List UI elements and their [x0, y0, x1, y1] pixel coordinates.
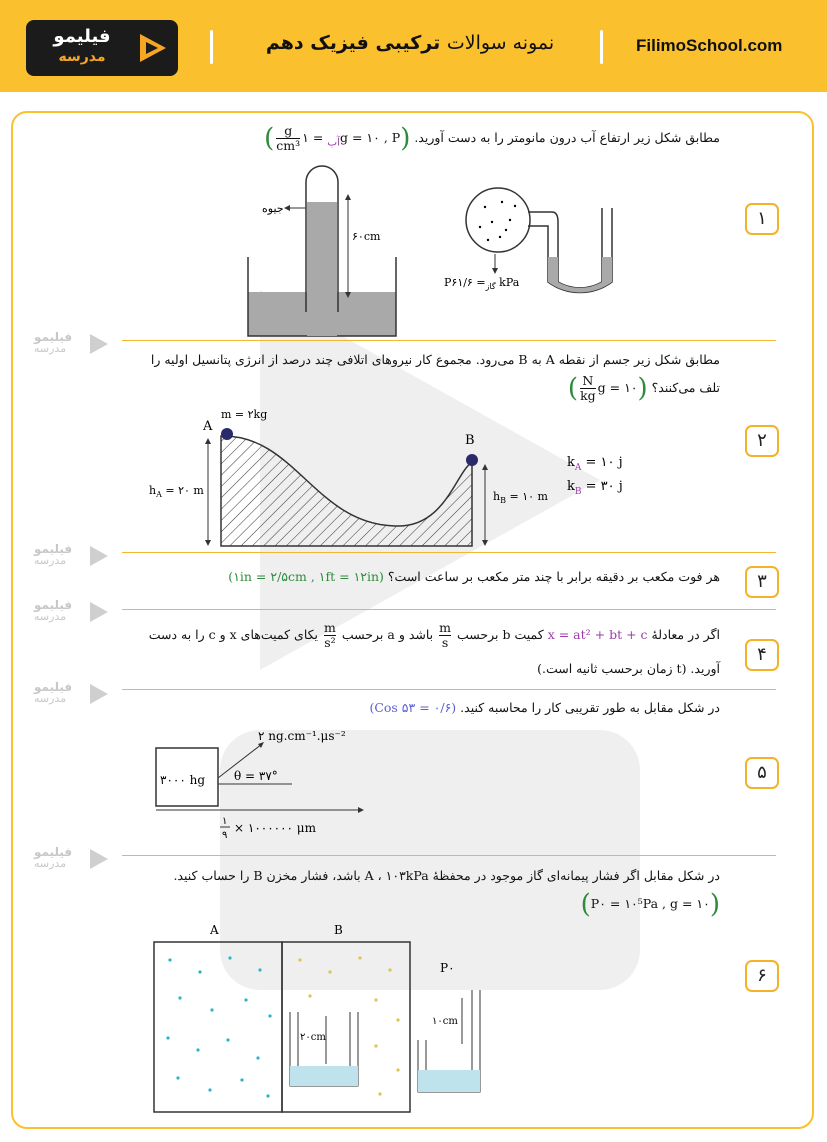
title-light: نمونه سوالات: [446, 32, 555, 54]
svg-text:۲ ng.cm⁻¹.μs⁻²: ۲ ng.cm⁻¹.μs⁻²: [258, 729, 346, 743]
question-5-figure: [150, 722, 410, 848]
svg-text:θ = ۳۷°: θ = ۳۷°: [234, 769, 278, 783]
svg-text:A: A: [210, 923, 219, 937]
question-6-figure: [150, 920, 490, 1116]
side-watermark-logo: فیلیمو مدرسه: [34, 598, 114, 626]
svg-text:kA = ۱۰ j: $k_A$ = ۱۰ j: [567, 455, 623, 473]
svg-text:۱۰cm: ۱۰cm: [432, 1016, 458, 1027]
svg-text:hB = ۱۰ m: $h_B$ = ۱۰ m: [493, 490, 548, 505]
question-4-text: اگر در معادلهٔ x = at² + bt + c کمیت b برحسب $\frac{m}{s}$ باشد و a برحسب $\frac{m}{\text{s²}}$ یکای کمیت‌های x و c را به دست آورید. (t زمان برحسب ثانیه است.): [148, 620, 720, 676]
svg-text:kB = ۳۰ j: $k_B$ = ۳۰ j: [567, 479, 623, 497]
page-title: [230, 32, 590, 54]
svg-text:A: A: [203, 419, 213, 434]
play-icon: [136, 30, 170, 66]
svg-text:m = ۲kg: m = ۲kg: [221, 408, 268, 421]
question-1-text: مطابق شکل زیر ارتفاع آب درون مانومتر را به دست آورید. (g = ۱۰ , $P_{آب}$ = ۱ $\frac{g}{\text{cm³}}$ ): [264, 123, 720, 154]
svg-text:× ۱۰۰۰۰۰۰ μm: × ۱۰۰۰۰۰۰ μm: [234, 821, 316, 835]
header-bar: [0, 0, 827, 92]
title-bold: ترکیبی فیزیک دهم: [265, 32, 441, 54]
logo-line1: فیلیمو: [53, 26, 111, 47]
question-6-text: در شکل مقابل اگر فشار پیمانه‌ای گاز موجود در محفظهٔ A ، ۱۰۳kPa باشد، فشار مخزن B را حساب کنید. (P۰ = ۱۰⁵Pa , g = ۱۰): [173, 868, 720, 920]
svg-text:۲۰cm: ۲۰cm: [300, 1032, 326, 1043]
side-watermark-logo: فیلیمو مدرسه: [34, 845, 114, 873]
logo-line2: مدرسه: [58, 49, 106, 65]
svg-text:P۰: P۰: [440, 961, 455, 975]
play-icon: [88, 682, 110, 706]
question-divider: [122, 689, 776, 690]
play-icon: [88, 332, 110, 356]
svg-text:۶۰cm: ۶۰cm: [352, 230, 381, 243]
question-number: ۳: [745, 566, 779, 598]
svg-text:B: B: [334, 923, 343, 937]
side-watermark-logo: فیلیمو مدرسه: [34, 680, 114, 708]
question-number: ۱: [745, 203, 779, 235]
question-divider: [122, 552, 776, 553]
question-divider: [122, 855, 776, 856]
side-watermark-logo: فیلیمو مدرسه: [34, 542, 114, 570]
svg-text:Pگاز= ۶۱/۶ kPa: P $_{گاز}$= ۶۱/۶ kPa: [444, 276, 520, 291]
svg-text:جیوه: جیوه: [262, 202, 284, 215]
svg-text:B: B: [465, 433, 475, 448]
question-divider: [122, 609, 776, 610]
question-2-figure: [145, 404, 645, 550]
play-icon: [88, 600, 110, 624]
svg-text:۱: ۱: [222, 816, 228, 827]
question-number: ۲: [745, 425, 779, 457]
question-1-figure: [240, 162, 640, 338]
question-number: ۵: [745, 757, 779, 789]
svg-text:۳۰۰۰ hg: ۳۰۰۰ hg: [160, 773, 206, 787]
play-icon: [88, 544, 110, 568]
header-separator: [600, 30, 603, 64]
filimo-school-logo[interactable]: [26, 20, 178, 76]
site-link[interactable]: FilimoSchool.com: [636, 36, 783, 55]
question-divider: [122, 340, 776, 341]
question-3-text: هر فوت مکعب بر دقیقه برابر با چند متر مکعب بر ساعت است؟ (۱in = ۲/۵cm , ۱ft = ۱۲in): [228, 569, 720, 584]
svg-text:۹: ۹: [222, 830, 228, 841]
question-5-text: در شکل مقابل به طور تقریبی کار را محاسبه کنید. (Cos ۵۳ = ۰/۶): [369, 700, 720, 715]
question-number: ۶: [745, 960, 779, 992]
play-icon: [88, 847, 110, 871]
question-number: ۴: [745, 639, 779, 671]
svg-text:hA = ۲۰ m: $h_A$ = ۲۰ m: [149, 484, 204, 499]
question-2-text: مطابق شکل زیر جسم از نقطه A به B می‌رود. مجموع کار نیروهای اتلافی چند درصد از انرژی پتانسیل اولیه را تلف می‌کنند؟ (g = ۱۰ $\frac{N}{kg}$ ): [150, 352, 720, 404]
header-separator: [210, 30, 213, 64]
side-watermark-logo: فیلیمو مدرسه: [34, 330, 114, 358]
